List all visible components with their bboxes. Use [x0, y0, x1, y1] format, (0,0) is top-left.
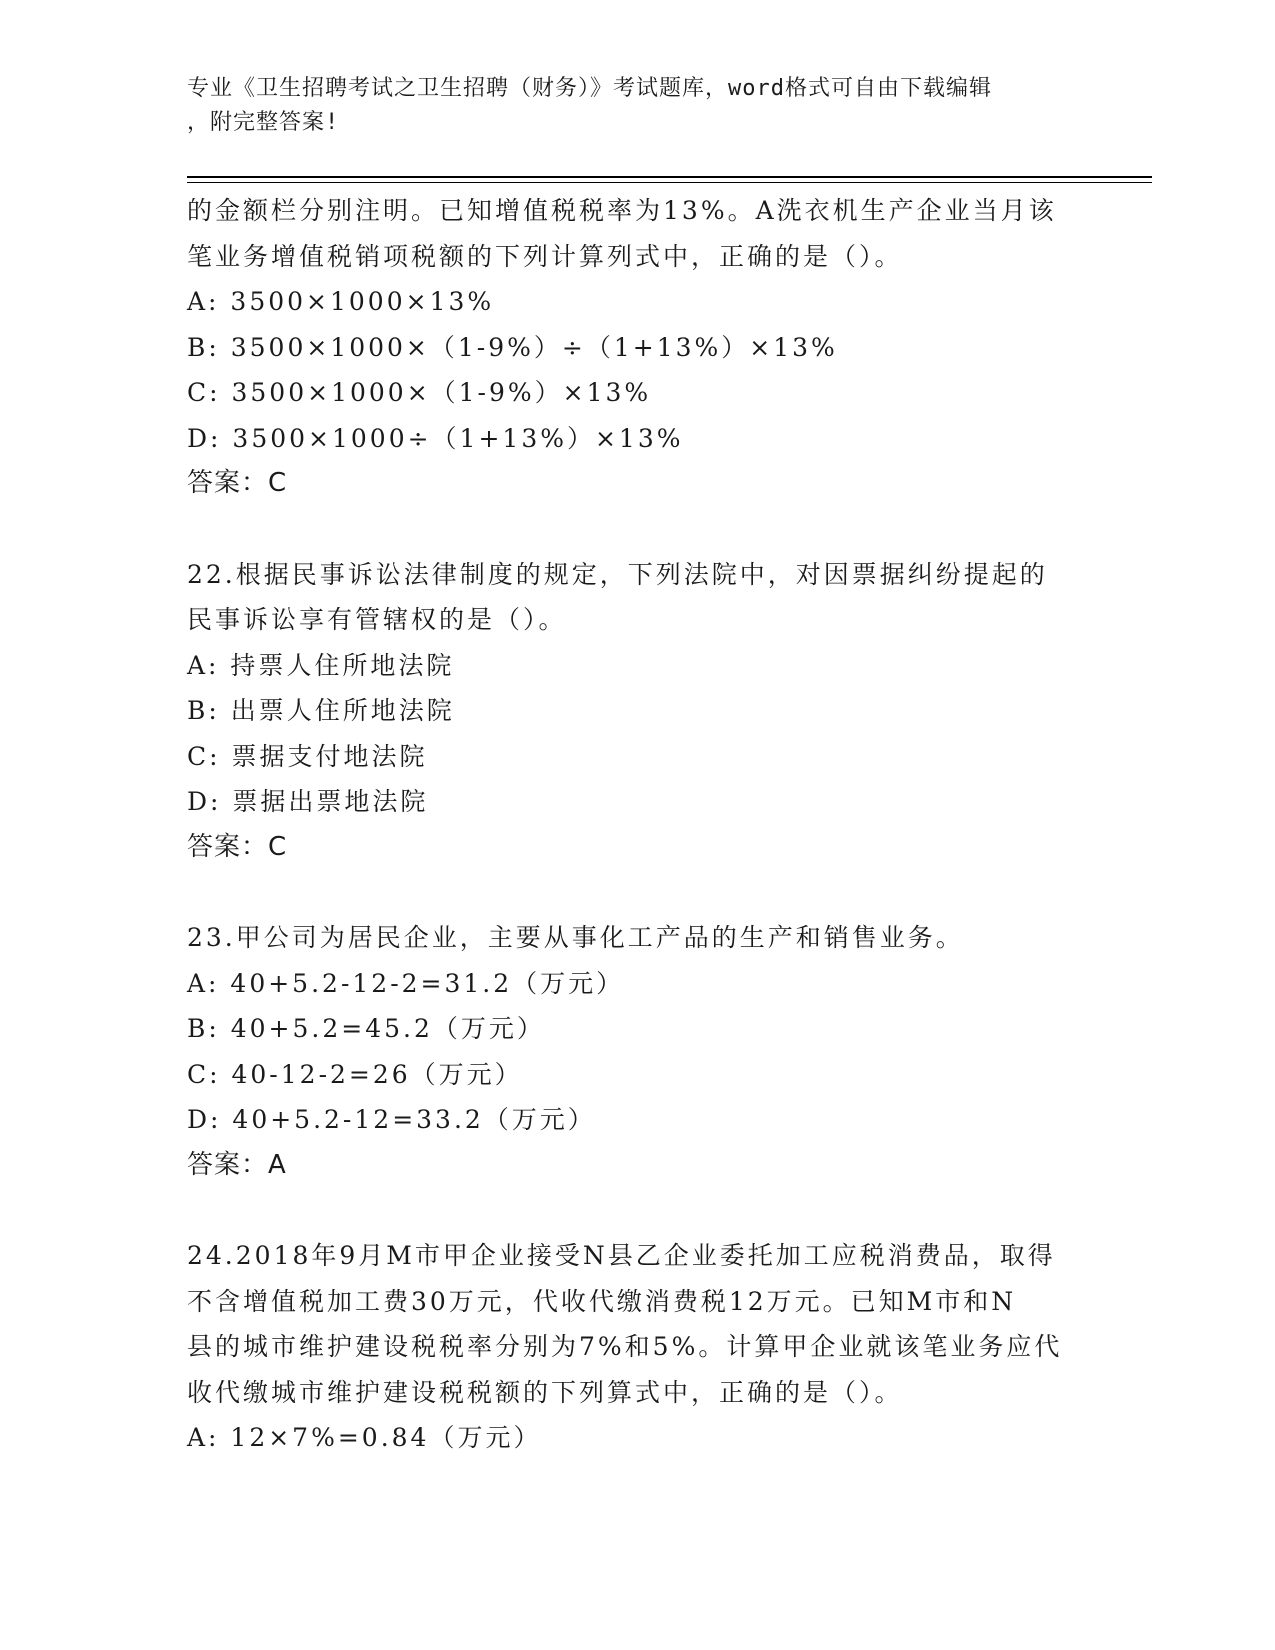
question-21-option-c: C: 3500×1000×（1-9%）×13%	[187, 378, 652, 407]
question-21	[187, 188, 1087, 507]
question-24-stem-line-3: 县的城市维护建设税税率分别为7%和5%。计算甲企业就该笔业务应代	[187, 1332, 1063, 1361]
question-24-stem-line-2: 不含增值税加工费30万元，代收代缴消费税12万元。已知M市和N	[187, 1286, 1017, 1316]
question-24	[187, 1233, 1087, 1461]
question-spacer	[187, 507, 1087, 552]
question-24-stem-line-4: 收代缴城市维护建设税税额的下列算式中，正确的是（）。	[187, 1377, 903, 1407]
question-22-option-d: D: 票据出票地法院	[187, 787, 429, 816]
question-22-answer: 答案：C	[187, 831, 288, 862]
question-23-answer: 答案：A	[187, 1149, 287, 1180]
question-23-option-c: C: 40-12-2=26（万元）	[187, 1059, 523, 1089]
question-spacer	[187, 870, 1087, 915]
question-21-option-a: A: 3500×1000×13%	[187, 287, 495, 316]
question-23-stem-line-1: 23.甲公司为居民企业，主要从事化工产品的生产和销售业务。	[187, 923, 964, 952]
question-21-option-b: B: 3500×1000×（1-9%）÷（1+13%）×13%	[187, 332, 838, 362]
question-22-stem-line-2: 民事诉讼享有管辖权的是（）。	[187, 605, 567, 634]
question-23-option-d: D: 40+5.2-12=33.2（万元）	[187, 1105, 596, 1134]
question-24-option-a: A: 12×7%=0.84（万元）	[187, 1423, 542, 1452]
header-title-line-1: 专业《卫生招聘考试之卫生招聘（财务）》考试题库，word格式可自由下载编辑	[187, 76, 992, 101]
header-title-line-2: ，附完整答案!	[187, 110, 340, 135]
question-22-option-b: B: 出票人住所地法院	[187, 696, 455, 725]
question-21-option-d: D: 3500×1000÷（1+13%）×13%	[187, 423, 684, 453]
header-divider-thin	[187, 182, 1152, 183]
header-divider-thick	[187, 176, 1152, 178]
question-21-stem-line-1: 的金额栏分别注明。已知增值税税率为13%。A洗衣机生产企业当月该	[187, 196, 1057, 225]
question-content	[187, 188, 1087, 1461]
question-23-option-b: B: 40+5.2=45.2（万元）	[187, 1014, 545, 1043]
question-22-stem-line-1: 22.根据民事诉讼法律制度的规定，下列法院中，对因票据纠纷提起的	[187, 559, 1048, 589]
document-header	[187, 72, 1087, 140]
question-22-option-c: C: 票据支付地法院	[187, 741, 428, 771]
question-21-stem-line-2: 笔业务增值税销项税额的下列计算列式中，正确的是（）。	[187, 241, 903, 271]
question-21-answer: 答案：C	[187, 468, 288, 498]
question-22	[187, 552, 1087, 871]
question-spacer	[187, 1188, 1087, 1233]
question-23-option-a: A: 40+5.2-12-2=31.2（万元）	[187, 968, 625, 998]
question-24-stem-line-1: 24.2018年9月M市甲企业接受N县乙企业委托加工应税消费品，取得	[187, 1241, 1056, 1270]
question-22-option-a: A: 持票人住所地法院	[187, 650, 455, 680]
question-23	[187, 915, 1087, 1188]
